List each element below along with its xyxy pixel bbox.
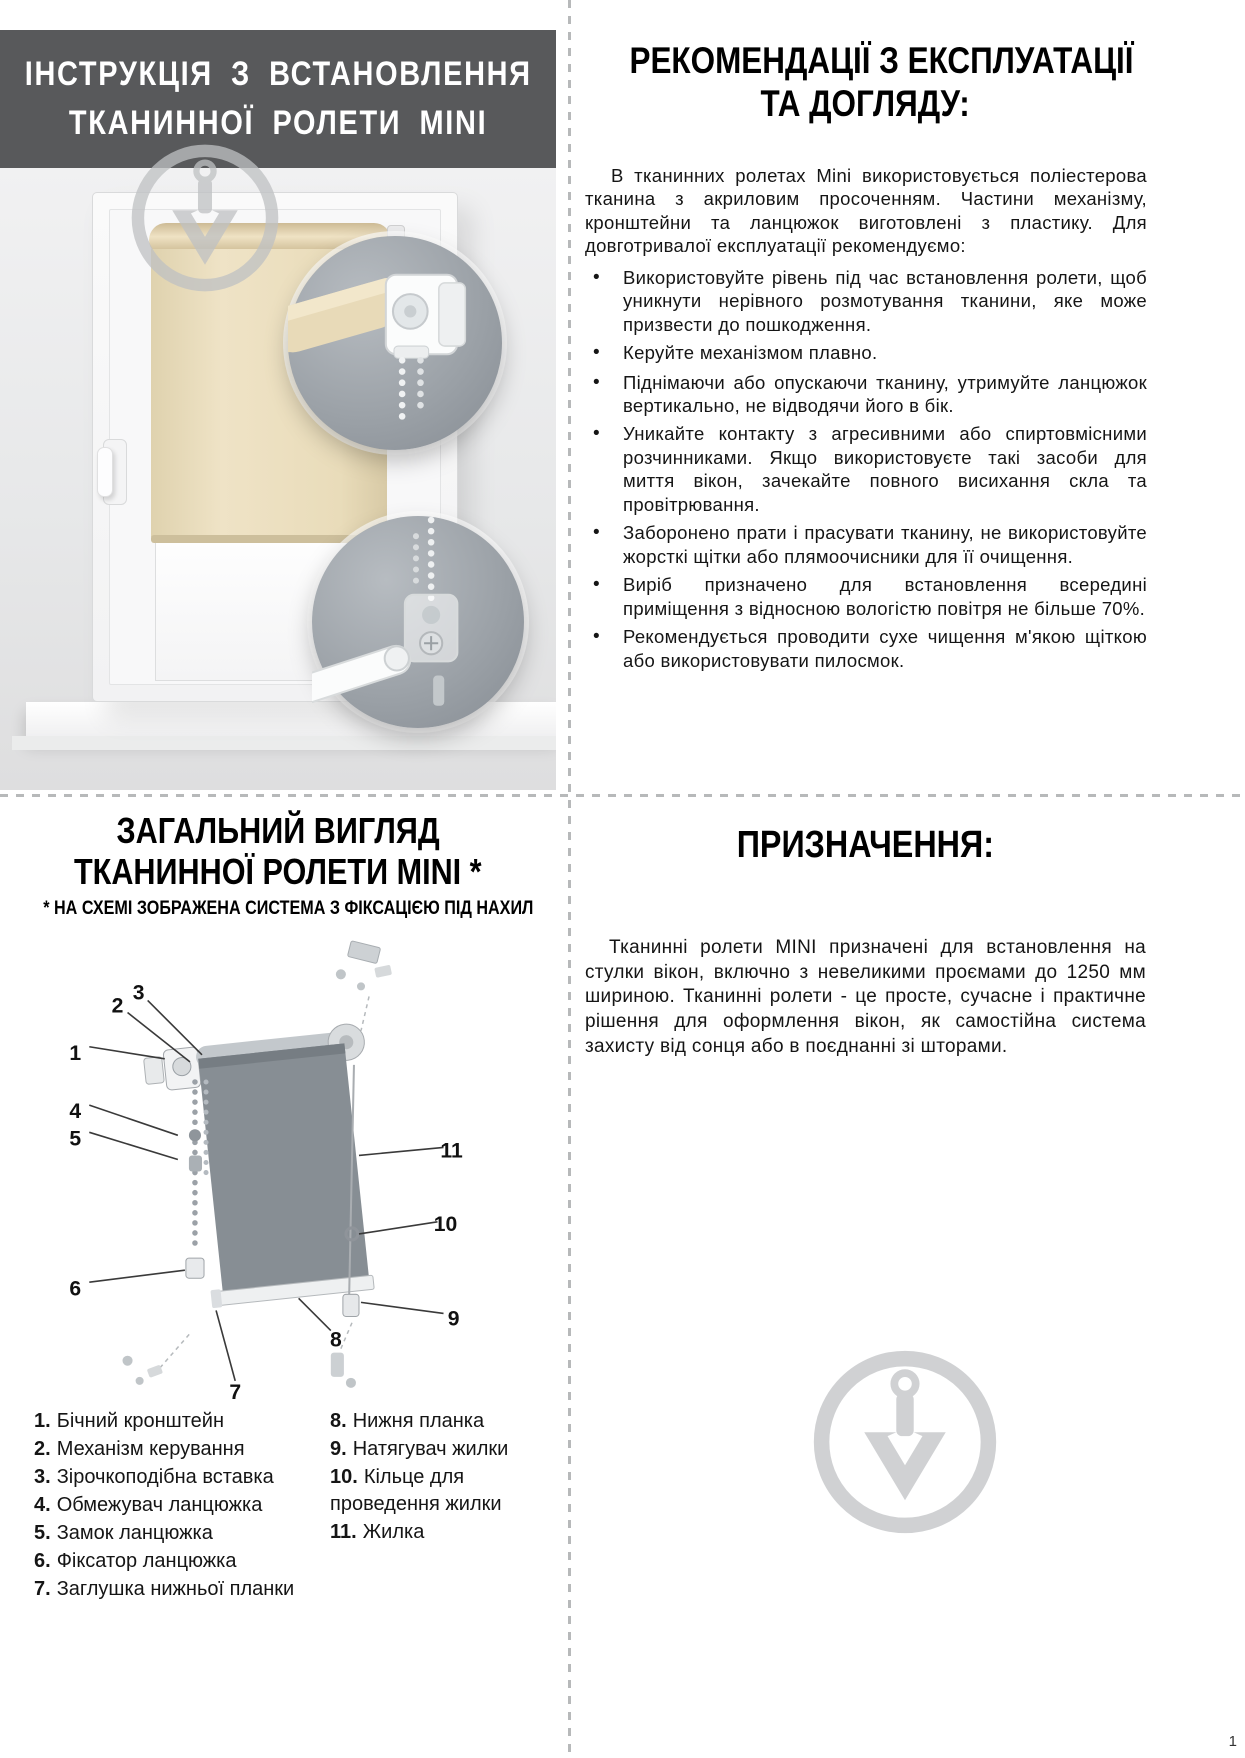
page-number: 1: [1228, 1733, 1237, 1750]
care-intro-paragraph: В тканинних ролетах Mini використовується поліестерова тканина з акриловим просоченням. Частини механізму, кронштейни та ланцюжок виготовлені з пластику. Для довготривалої експлуатації рекомендуємо:: [585, 165, 1147, 257]
care-bullet-5: [585, 521, 1147, 568]
overview-subtitle-text: * НА СХЕМІ ЗОБРАЖЕНА СИСТЕМА З ФІКСАЦІЄЮ ПІД НАХИЛ: [43, 898, 534, 919]
legend-item-4-num: 4.: [34, 1494, 51, 1516]
mechanism-detail-illustration: [288, 236, 502, 450]
callout-mechanism-circle: [288, 236, 502, 450]
care-bullet-6: [585, 573, 1147, 620]
care-bullet-6-text: Виріб призначено для встановлення всередині приміщення з відносною вологістю повітря не більше 70%.: [623, 574, 1147, 619]
roller-blind-diagram: [28, 926, 533, 1404]
legend-item-3-label: Зірочкоподібна вставка: [56, 1466, 274, 1488]
bullet-dot: •: [593, 342, 600, 364]
parts-legend-right-column: [330, 1408, 556, 1604]
care-bullet-7: [585, 625, 1147, 672]
bullet-dot: •: [593, 266, 600, 288]
diagram-label-5: 5: [69, 1127, 82, 1151]
bullet-dot: •: [593, 626, 600, 648]
callout-tensioner-circle: [312, 516, 524, 728]
diagram-label-8: 8: [329, 1328, 342, 1352]
care-title: [585, 40, 1145, 125]
purpose-paragraph: Тканинні ролети MINI призначені для встановлення на стулки вікон, включно з невеликими проємами до 1250 мм шириною. Тканинні ролети - це просте, сучасне і практичне рішення для оформлення вікон, як самостійна система захисту від сонця або в поєднанні зі шторами.: [585, 937, 1146, 1057]
overview-title-line1: ЗАГАЛЬНИЙ ВИГЛЯД: [116, 810, 440, 851]
bullet-dot: •: [593, 423, 600, 445]
tensioner-detail-illustration: [312, 516, 524, 728]
legend-item-2-label: Механізм керування: [56, 1438, 245, 1460]
legend-item-9-label: Натягувач жилки: [352, 1438, 509, 1460]
care-bullet-4-text: Уникайте контакту з агресивними або спиртовмісними розчинниками. Якщо використовуєте такі засоби для миття вікон, зачекайте повного висихання скла та провітрювання.: [623, 423, 1147, 515]
window-photo: [0, 168, 556, 790]
overview-subtitle: [0, 898, 556, 920]
care-bullet-2-text: Керуйте механізмом плавно.: [623, 342, 878, 364]
parts-legend-left-column: [34, 1408, 330, 1604]
bullet-dot: •: [593, 574, 600, 596]
overview-title-line2: ТКАНИННОЇ РОЛЕТИ MINI *: [74, 851, 482, 893]
care-bullet-list: [585, 266, 1147, 672]
legend-item-10: [330, 1464, 556, 1518]
bottom-bar-end-cap: [210, 1289, 222, 1308]
legend-item-6-num: 6.: [34, 1550, 51, 1572]
bullet-dot: •: [593, 371, 600, 393]
brand-logo-watermark-icon: [808, 1345, 1002, 1539]
care-title-line1: РЕКОМЕНДАЦІЇ З ЕКСПЛУАТАЦІЇ: [629, 40, 1134, 81]
care-bullet-4: [585, 422, 1147, 516]
care-bullet-1-text: Використовуйте рівень під час встановлення ролети, щоб уникнути нерівного розмотування тканини, яке може призвести до пошкодження.: [623, 266, 1147, 335]
chain-lock: [189, 1155, 202, 1171]
legend-item-5: [34, 1520, 330, 1547]
diagram-label-10: 10: [433, 1212, 458, 1236]
care-bullet-5-text: Заборонено прати і прасувати тканину, не використовуйте жорсткі щітки або плямоочисники для її очищення.: [623, 522, 1147, 567]
line-tensioner: [343, 1294, 359, 1316]
diagram-label-11: 11: [440, 1139, 463, 1163]
legend-item-11: [330, 1519, 556, 1546]
legend-item-5-label: Замок ланцюжка: [56, 1522, 213, 1544]
legend-item-1-label: Бічний кронштейн: [56, 1410, 224, 1432]
window-handle: [97, 447, 113, 497]
legend-item-11-label: Жилка: [362, 1521, 425, 1543]
overview-title: [0, 810, 556, 893]
legend-item-6: [34, 1548, 330, 1575]
chain-limiter: [189, 1129, 201, 1141]
legend-item-8: [330, 1408, 556, 1435]
diagram-label-2: 2: [111, 994, 124, 1018]
legend-item-1-num: 1.: [34, 1410, 51, 1432]
top-hardware-icons: [336, 941, 392, 991]
legend-item-9-num: 9.: [330, 1438, 347, 1460]
legend-item-3-num: 3.: [34, 1466, 51, 1488]
legend-item-9: [330, 1436, 556, 1463]
fabric-panel: [198, 1043, 369, 1291]
legend-item-7-label: Заглушка нижньої планки: [56, 1578, 295, 1600]
care-bullet-1: [585, 266, 1147, 336]
care-title-line2: ТА ДОГЛЯДУ:: [760, 82, 970, 124]
legend-item-2: [34, 1436, 330, 1463]
diagram-label-9: 9: [447, 1307, 460, 1331]
legend-item-8-num: 8.: [330, 1410, 347, 1432]
care-body: [585, 164, 1147, 677]
installation-title-banner: [0, 30, 556, 168]
installation-title-line2: ТКАНИННОЇ РОЛЕТИ MINI: [68, 104, 488, 142]
diagram-label-6: 6: [69, 1277, 82, 1301]
legend-item-4: [34, 1492, 330, 1519]
legend-item-1: [34, 1408, 330, 1435]
legend-item-3: [34, 1464, 330, 1491]
legend-item-10-label: Кільце для проведення жилки: [330, 1466, 502, 1515]
care-bullet-3: [585, 371, 1147, 418]
installation-title-line1: ІНСТРУКЦІЯ З ВСТАНОВЛЕННЯ: [24, 55, 532, 93]
care-bullet-2: [585, 341, 1147, 365]
purpose-title: [585, 824, 1145, 867]
horizontal-dashed-divider: [0, 794, 1245, 797]
diagram-label-1: 1: [69, 1041, 82, 1065]
legend-item-4-label: Обмежувач ланцюжка: [56, 1494, 263, 1516]
parts-legend: [34, 1408, 556, 1604]
legend-item-11-num: 11.: [330, 1521, 357, 1543]
chain-fixator: [186, 1258, 204, 1278]
diagram-label-7: 7: [229, 1380, 242, 1404]
legend-item-10-num: 10.: [330, 1466, 358, 1488]
legend-item-7-num: 7.: [34, 1578, 51, 1600]
bead-chain: [186, 1082, 206, 1278]
legend-item-7: [34, 1576, 330, 1603]
care-bullet-3-text: Піднімаючи або опускаючи тканину, утримуйте ланцюжок вертикально, не відводячи його в бік.: [623, 371, 1147, 416]
legend-item-8-label: Нижня планка: [352, 1410, 485, 1432]
bullet-dot: •: [593, 522, 600, 544]
purpose-title-text: ПРИЗНАЧЕННЯ:: [736, 824, 994, 866]
diagram-label-4: 4: [69, 1100, 82, 1124]
window-sill-edge: [12, 736, 556, 750]
legend-item-5-num: 5.: [34, 1522, 51, 1544]
legend-item-6-label: Фіксатор ланцюжка: [56, 1550, 237, 1572]
mechanism-detail: [288, 275, 465, 424]
roller-blind-exploded-view: [28, 926, 533, 1404]
side-bracket: [144, 1057, 165, 1085]
tensioner-detail: [312, 520, 457, 709]
diagram-label-3: 3: [132, 981, 145, 1005]
legend-item-2-num: 2.: [34, 1438, 51, 1460]
care-bullet-7-text: Рекомендується проводити сухе чищення м'якою щіткою або використовувати пилосмок.: [623, 626, 1147, 671]
vertical-dashed-divider: [568, 0, 571, 1758]
